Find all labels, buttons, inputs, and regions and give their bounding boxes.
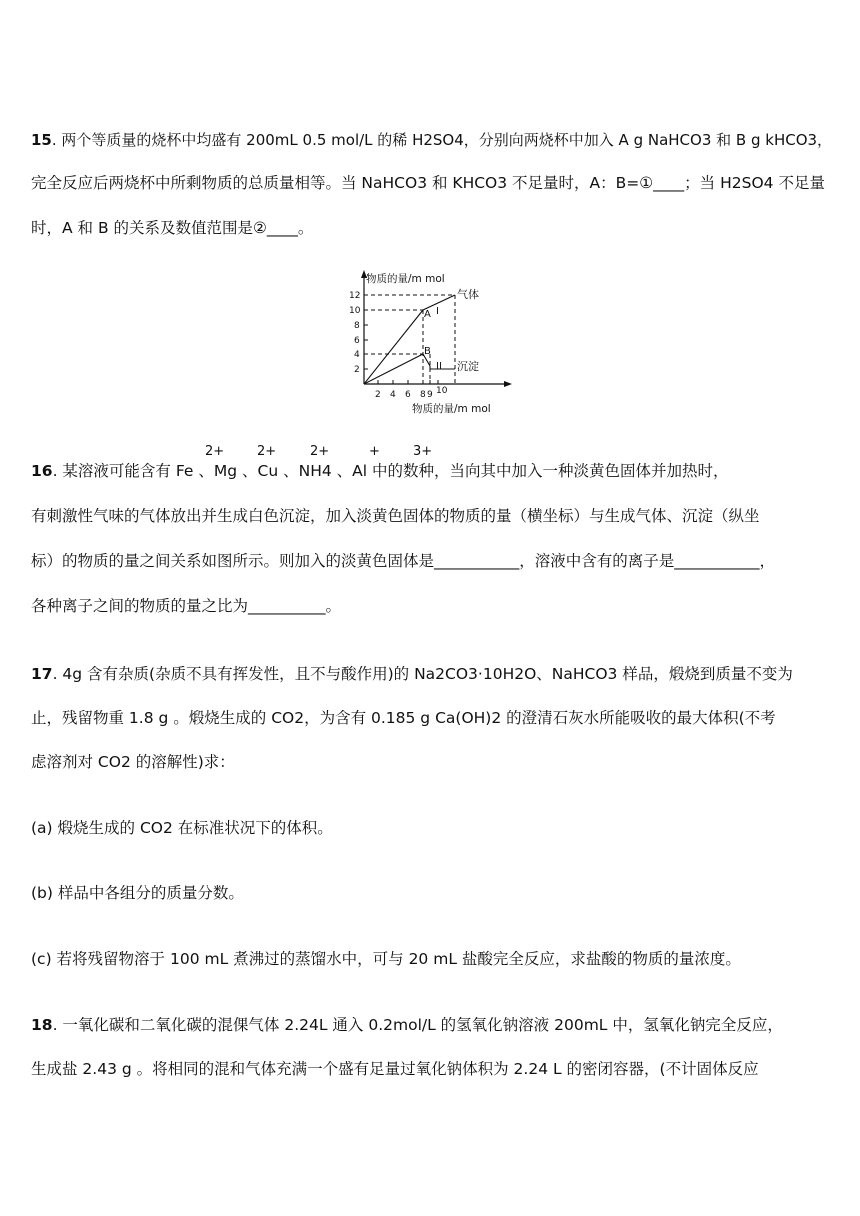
q18-line-1: 18. 一氧化碳和二氧化碳的混倮气体 2.24L 通入 0.2mol/L 的氢氧化钠溶液 200mL 中，氢氧化钠完全反应， (31, 1016, 783, 1034)
q18-line-2: 生成盐 2.43 g 。将相同的混和气体充满一个盛有足量过氧化钠体积为 2.24 L 的密闭容器，(不计固体反应 (31, 1060, 759, 1078)
x-tick-label: 8 (420, 390, 426, 400)
x-tick-label: 4 (390, 390, 396, 400)
q16-line-1: 16. 某溶液可能含有 Fe 、Mg 、Cu 、NH4 、Al 中的数种，当向其中加入一种淡黄色固体并加热时， (31, 462, 729, 480)
curve-i-label: I (436, 306, 439, 317)
x-axis-arrow (504, 381, 512, 387)
nh4-charge: + (369, 444, 380, 459)
q17-part-a: (a) 煅烧生成的 CO2 在标准状况下的体积。 (31, 819, 333, 837)
q17-line-3: 虑溶剂对 CO2 的溶解性)求： (31, 753, 235, 771)
q15-line-1: 15. 两个等质量的烧杯中均盛有 200mL 0.5 mol/L 的稀 H2SO4，分别向两烧杯中加入 A g NaHCO3 和 B g kHCO3， (31, 131, 833, 149)
fe-charge: 2+ (205, 444, 225, 459)
x-tick-label: 2 (375, 390, 381, 400)
y-tick-label: 6 (354, 336, 360, 346)
y-tick-label: 12 (349, 291, 361, 301)
q15-line-3: 时，A 和 B 的关系及数值范围是②____。 (31, 219, 314, 237)
q15-line-2: 完全反应后两烧杯中所剩物质的总质量相等。当 NaHCO3 和 KHCO3 不足量时，A：B=①____；当 H2SO4 不足量 (31, 174, 825, 192)
point-a-label: A (424, 309, 431, 320)
curve-ii-label: II (436, 361, 442, 372)
q17-line-1: 17. 4g 含有杂质(杂质不具有挥发性，且不与酸作用)的 Na2CO3·10H2O、NaHCO3 样品，煅烧到质量不变为 (31, 665, 793, 683)
q17-number: 17 (31, 665, 53, 683)
point-b-label: B (424, 346, 431, 357)
y-tick-label: 10 (349, 306, 361, 316)
precipitate-label: 沉淀 (457, 360, 479, 373)
chemistry-figure (340, 266, 520, 416)
y-axis-label: 物质的量/m mol (366, 273, 445, 285)
cu-charge: 2+ (310, 444, 330, 459)
y-tick-label: 2 (354, 365, 360, 375)
y-tick-label: 4 (354, 350, 360, 360)
q16-number: 16 (31, 462, 53, 480)
q17-part-c: (c) 若将残留物溶于 100 mL 煮沸过的蒸馏水中，可与 20 mL 盐酸完全反应，求盐酸的物质的量浓度。 (31, 950, 741, 968)
x-tick-label: 6 (405, 390, 411, 400)
al-charge: 3+ (413, 444, 433, 459)
x-tick-label: 9 (427, 390, 433, 400)
q16-line-3: 标）的物质的量之间关系如图所示。则加入的淡黄色固体是___________，溶液中含有的离子是___________， (31, 552, 776, 570)
x-axis-label: 物质的量/m mol (412, 403, 491, 415)
y-tick-label: 8 (354, 321, 360, 331)
q15-number: 15 (31, 131, 52, 149)
gas-label: 气体 (457, 288, 479, 301)
q16-line-2: 有刺激性气味的气体放出并生成白色沉淀，加入淡黄色固体的物质的量（横坐标）与生成气体、沉淀（纵坐 (31, 507, 760, 525)
mg-charge: 2+ (257, 444, 277, 459)
q17-line-2: 止，残留物重 1.8 g 。煅烧生成的 CO2，为含有 0.185 g Ca(OH)2 的澄清石灰水所能吸收的最大体积(不考 (31, 709, 776, 727)
q16-line-4: 各种离子之间的物质的量之比为__________。 (31, 597, 342, 615)
q17-part-b: (b) 样品中各组分的质量分数。 (31, 884, 244, 902)
x-tick-label: 10 (436, 386, 448, 396)
q18-number: 18 (31, 1016, 53, 1034)
